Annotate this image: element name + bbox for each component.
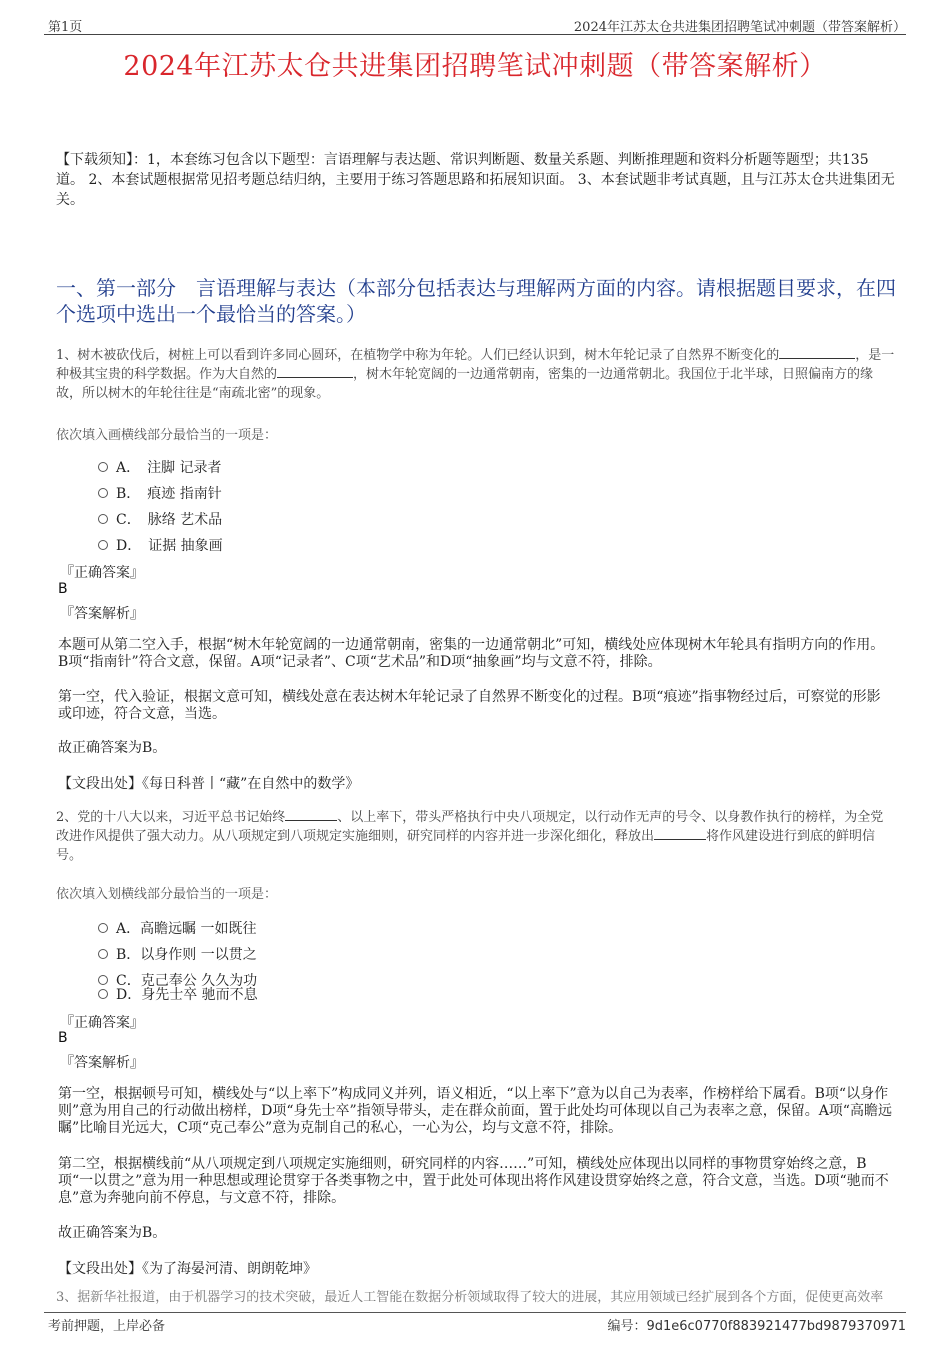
q2-analysis-label: 『答案解析』 bbox=[60, 1055, 144, 1071]
footer-slogan: 考前押题，上岸必备 bbox=[48, 1319, 166, 1334]
q2-option-a[interactable]: A．高瞻远瞩 一如既往 bbox=[98, 918, 257, 938]
q2-source: 【文段出处】《为了海晏河清、朗朗乾坤》 bbox=[58, 1261, 317, 1277]
footer-code: 编号：9d1e6c0770f883921477bd9879370971 bbox=[607, 1319, 906, 1334]
blank-line bbox=[285, 809, 337, 821]
radio-icon bbox=[98, 923, 108, 933]
q2-analysis-paragraph: 第二空，根据横线前“从八项规定到八项规定实施细则，研究同样的内容……”可知，横线处应体现出以同样的事物贯穿始终之意，B项“一以贯之”意为用一种思想或理论贯穿于各类事物之中，置于此处可体现出将作风建设贯穿始终之意，符合文意，当选。D项“驰而不息”意为奔驰向前不停息，与文意不符，排除。 bbox=[58, 1156, 889, 1206]
q2-analysis-conclusion: 故正确答案为B。 bbox=[58, 1225, 167, 1241]
q1-answer-label: 『正确答案』 bbox=[60, 565, 144, 581]
blank-line bbox=[277, 366, 353, 378]
radio-icon bbox=[98, 514, 108, 524]
header-doc-title: 2024年江苏太仓共进集团招聘笔试冲刺题（带答案解析） bbox=[573, 20, 906, 35]
q1-option-b[interactable]: B． 痕迹 指南针 bbox=[98, 483, 222, 503]
q2-answer-label: 『正确答案』 bbox=[60, 1015, 144, 1031]
q2-answer: B bbox=[58, 1030, 68, 1046]
question-1-stem: 1、树木被砍伐后，树桩上可以看到许多同心圆环，在植物学中称为年轮。人们已经认识到，树木年轮记录了自然界不断变化的 ，是一种极其宝贵的科学数据。作为大自然的 ，树木年轮宽阔的一边通常朝南，密集的一边通常朝北。我国位于北半球，日照偏南方的缘故，所以树木的年轮往往是“南疏北密”的现象。 bbox=[56, 348, 895, 401]
q1-option-d[interactable]: D． 证据 抽象画 bbox=[98, 535, 223, 555]
question-1-prompt: 依次填入画横线部分最恰当的一项是： bbox=[56, 428, 278, 443]
download-notice: 【下载须知】：1，本套练习包含以下题型：言语理解与表达题、常识判断题、数量关系题、判断推理题和资料分析题等题型；共135道。 2、本套试题根据常见招考题总结归纳，主要用于练习答题思路和拓展知识面。 3、本套试题非考试真题，且与江苏太仓共进集团无关。 bbox=[56, 152, 895, 208]
q1-analysis-paragraph: 第一空，代入验证，根据文意可知，横线处意在表达树木年轮记录了自然界不断变化的过程。B项“痕迹”指事物经过后，可察觉的形影或印迹，符合文意，当选。 bbox=[58, 689, 881, 722]
radio-icon bbox=[98, 949, 108, 959]
page-number: 第1页 bbox=[48, 20, 83, 35]
q1-analysis-label: 『答案解析』 bbox=[60, 606, 144, 622]
blank-line bbox=[779, 347, 855, 359]
blank-line bbox=[654, 828, 706, 840]
radio-icon bbox=[98, 540, 108, 550]
radio-icon bbox=[98, 989, 108, 999]
radio-icon bbox=[98, 462, 108, 472]
radio-icon bbox=[98, 488, 108, 498]
page-header bbox=[44, 14, 906, 35]
section-heading: 一、第一部分 言语理解与表达（本部分包括表达与理解两方面的内容。请根据题目要求，在四个选项中选出一个最恰当的答案。） bbox=[56, 276, 896, 326]
document-title: 2024年江苏太仓共进集团招聘笔试冲刺题（带答案解析） bbox=[123, 51, 827, 82]
question-3-cutoff: 3、据新华社报道，由于机器学习的技术突破，最近人工智能在数据分析领域取得了较大的进展，其应用领域已经扩展到各个方面，促使更高效率 bbox=[56, 1290, 884, 1305]
q1-source: 【文段出处】《每日科普丨“藏”在自然中的数学》 bbox=[58, 776, 360, 792]
question-2-stem: 2、党的十八大以来，习近平总书记始终 、以上率下，带头严格执行中央八项规定，以行动作无声的号令、以身教作执行的榜样，为全党改进作风提供了强大动力。从八项规定到八项规定实施细则，研究同样的内容并进一步深化细化，释放出 将作风建设进行到底的鲜明信号。 bbox=[56, 810, 884, 863]
q1-option-c[interactable]: C． 脉络 艺术品 bbox=[98, 509, 222, 529]
q1-analysis-conclusion: 故正确答案为B。 bbox=[58, 740, 167, 756]
q1-answer: B bbox=[58, 581, 68, 597]
q2-option-d[interactable]: D．身先士卒 驰而不息 bbox=[98, 984, 258, 1004]
q2-option-b[interactable]: B．以身作则 一以贯之 bbox=[98, 944, 257, 964]
q2-option-c[interactable]: C．克己奉公 久久为功 bbox=[98, 970, 257, 990]
page-footer bbox=[44, 1312, 906, 1335]
q1-option-a[interactable]: A． 注脚 记录者 bbox=[98, 457, 222, 477]
question-2-prompt: 依次填入划横线部分最恰当的一项是： bbox=[56, 887, 278, 902]
q2-analysis-paragraph: 第一空，根据顿号可知，横线处与“以上率下”构成同义并列，语义相近，“以上率下”意为以自己为表率，作榜样给下属看。B项“以身作则”意为用自己的行动做出榜样，D项“身先士卒”指领导带头，走在群众前面，置于此处均可体现以自己为表率之意，保留。A项“高瞻远瞩”比喻目光远大，C项“克己奉公”意为克制自己的私心，一心为公，均与文意不符，排除。 bbox=[58, 1086, 892, 1136]
q1-analysis-paragraph: 本题可从第二空入手，根据“树木年轮宽阔的一边通常朝南，密集的一边通常朝北”可知，横线处应体现树木年轮具有指明方向的作用。B项“指南针”符合文意，保留。A项“记录者”、C项“艺术品”和D项“抽象画”均与文意不符，排除。 bbox=[58, 637, 885, 670]
